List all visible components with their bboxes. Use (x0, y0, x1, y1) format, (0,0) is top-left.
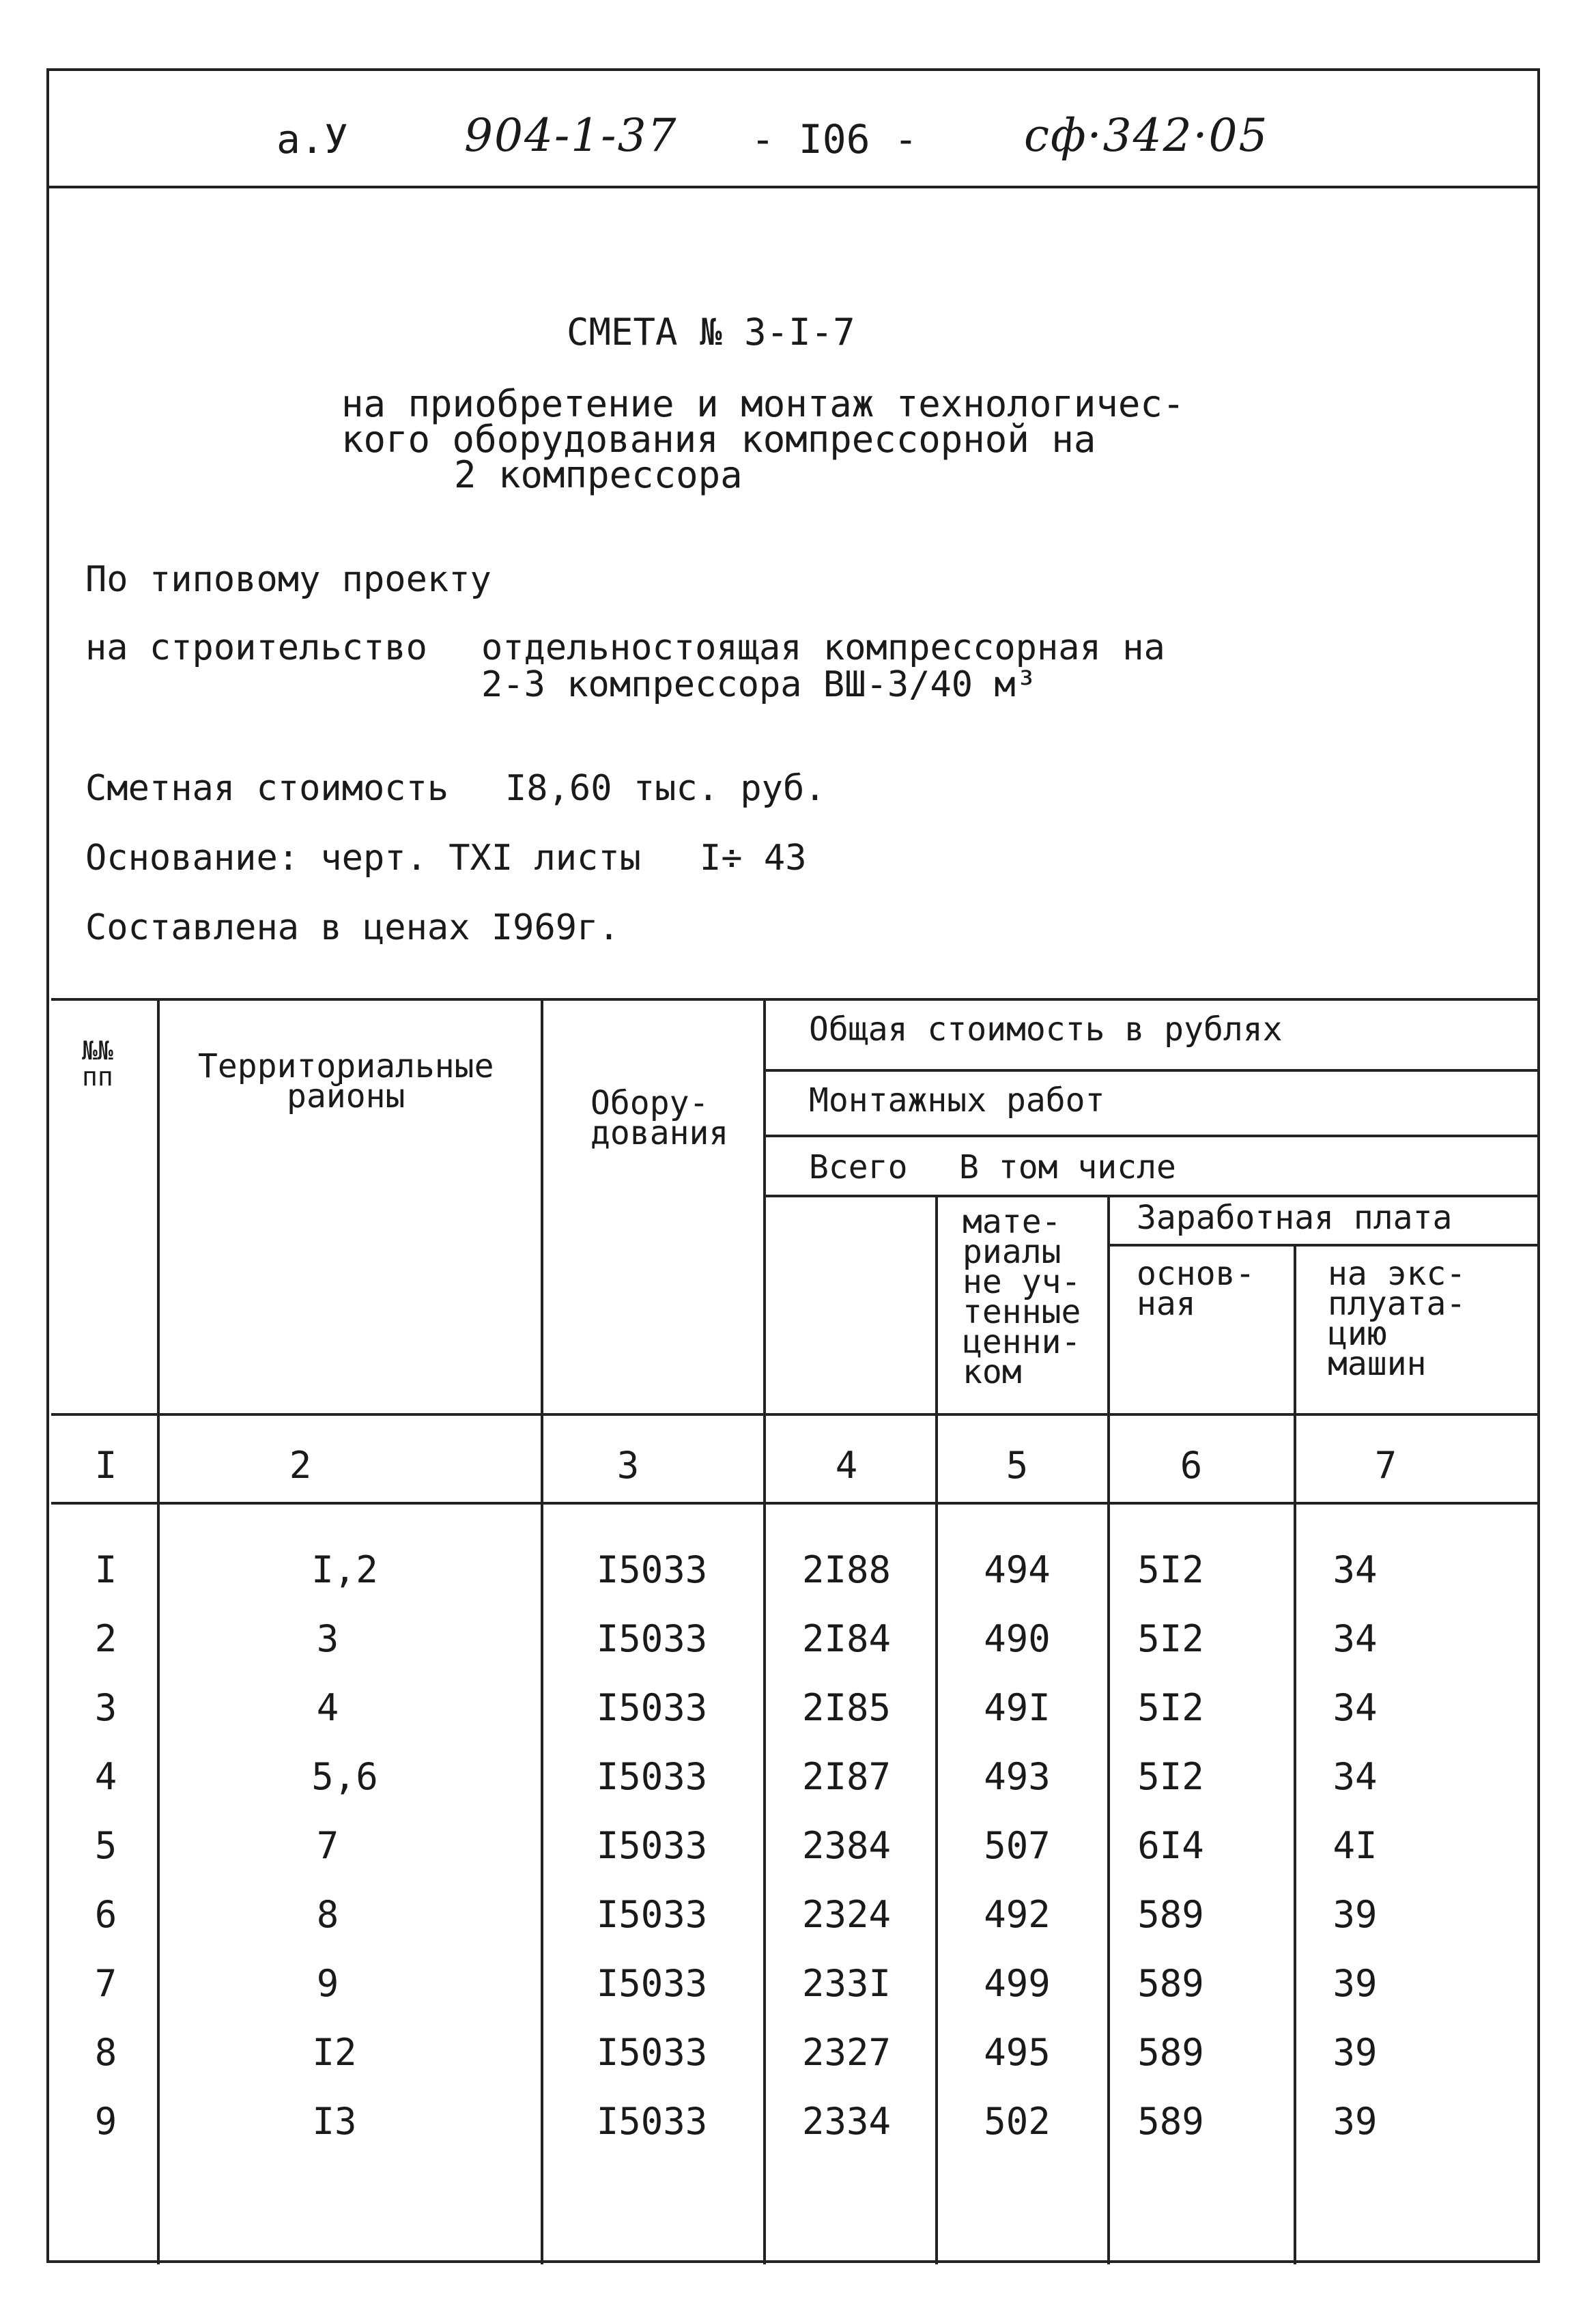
basis-value: I÷ 43 (700, 838, 807, 879)
cell-equipment: I5033 (596, 2100, 708, 2143)
cell-region: 8 (316, 1893, 339, 1936)
cell-materials: 493 (984, 1755, 1051, 1798)
cell-machine-wage: 39 (1333, 2100, 1378, 2143)
cost-label: Сметная стоимость (85, 768, 449, 809)
prices-note: Составлена в ценах I969г. (85, 907, 620, 948)
cell-region: I,2 (311, 1548, 378, 1591)
page-number: - I06 - (751, 116, 918, 162)
colnum-2: 2 (289, 1444, 312, 1487)
colnum-1: I (94, 1444, 117, 1487)
subtitle-line-3: 2 компрессора (454, 453, 743, 496)
col-line-2 (541, 998, 543, 2264)
cell-region: 7 (316, 1824, 339, 1867)
construction-label: на строительство (85, 627, 427, 668)
header-wage: Заработная плата (1137, 1199, 1453, 1237)
cell-basic-wage: 5I2 (1137, 1548, 1204, 1591)
rule-installation (765, 1135, 1539, 1137)
cell-materials: 49I (984, 1686, 1051, 1729)
cell-materials: 507 (984, 1824, 1051, 1867)
cell-equipment: I5033 (596, 1686, 708, 1729)
header-region: Территориальные районы (198, 1047, 494, 1115)
cell-materials: 494 (984, 1548, 1051, 1591)
colnum-4: 4 (835, 1444, 858, 1487)
basis-label: Основание: черт. ТХI листы (85, 838, 641, 879)
header-equipment: Обору- дования (590, 1084, 729, 1152)
cell-machine-wage: 34 (1333, 1617, 1378, 1660)
rule-all (765, 1195, 1539, 1197)
cell-materials: 495 (984, 2031, 1051, 2074)
construction-value-2: 2-3 компрессора ВШ-3/40 м³ (481, 664, 1037, 705)
project-label: По типовому проекту (85, 559, 491, 600)
header-installation: Монтажных работ (809, 1081, 1105, 1120)
cell-num: 5 (94, 1824, 117, 1867)
cell-total: 233I (801, 1962, 892, 2005)
rule-wage (1109, 1244, 1539, 1247)
colnum-3: 3 (616, 1444, 640, 1487)
cell-basic-wage: 589 (1137, 2100, 1204, 2143)
cell-basic-wage: 589 (1137, 1893, 1204, 1936)
cell-total: 2327 (801, 2031, 892, 2074)
col-line-3 (763, 998, 766, 2264)
header-basic: основ- ная (1137, 1255, 1255, 1323)
rule-column-numbers (51, 1502, 1539, 1505)
cell-total: 2I84 (801, 1617, 892, 1660)
subtitle-line-1: на приобретение и монтаж технологичес- (341, 382, 1185, 425)
project-number: 904-1-37 (464, 109, 678, 162)
cell-total: 2334 (801, 2100, 892, 2143)
cell-total: 2324 (801, 1893, 892, 1936)
rule-total-cost (765, 1069, 1539, 1072)
cell-num: 4 (94, 1755, 117, 1798)
cell-basic-wage: 5I2 (1137, 1686, 1204, 1729)
cell-num: 9 (94, 2100, 117, 2143)
cell-total: 2384 (801, 1824, 892, 1867)
code-prefix: а.У (276, 116, 348, 162)
cell-region: 3 (316, 1617, 339, 1660)
table-top-rule (51, 998, 1539, 1001)
header-divider (46, 186, 1540, 188)
cell-region: 4 (316, 1686, 339, 1729)
cell-basic-wage: 5I2 (1137, 1755, 1204, 1798)
header-materials: мате- риалы не уч- тенные ценни- ком (963, 1203, 1081, 1391)
cell-num: I (94, 1548, 117, 1591)
cell-total: 2I88 (801, 1548, 892, 1591)
cell-materials: 499 (984, 1962, 1051, 2005)
cell-region: 9 (316, 1962, 339, 2005)
header-machines: на экс- плуата- цию машин (1328, 1255, 1466, 1383)
header-total-cost: Общая стоимость в рублях (809, 1010, 1283, 1049)
cell-num: 8 (94, 2031, 117, 2074)
cell-num: 6 (94, 1893, 117, 1936)
cell-equipment: I5033 (596, 1548, 708, 1591)
cell-basic-wage: 6I4 (1137, 1824, 1204, 1867)
header-num: №№ пп (82, 1036, 113, 1092)
cell-region: I2 (312, 2031, 357, 2074)
cell-equipment: I5033 (596, 1893, 708, 1936)
cell-machine-wage: 4I (1333, 1824, 1378, 1867)
cell-num: 2 (94, 1617, 117, 1660)
subtitle-line-2: кого оборудования компрессорной на (341, 418, 1096, 461)
cell-materials: 502 (984, 2100, 1051, 2143)
cell-total: 2I87 (801, 1755, 892, 1798)
colnum-7: 7 (1374, 1444, 1397, 1487)
cell-machine-wage: 39 (1333, 1893, 1378, 1936)
colnum-6: 6 (1180, 1444, 1203, 1487)
cell-equipment: I5033 (596, 1617, 708, 1660)
cell-machine-wage: 34 (1333, 1686, 1378, 1729)
cell-equipment: I5033 (596, 1755, 708, 1798)
cell-machine-wage: 34 (1333, 1548, 1378, 1591)
col-line-4 (935, 1195, 938, 2264)
cell-basic-wage: 589 (1137, 1962, 1204, 2005)
rule-header-bottom (51, 1413, 1539, 1416)
estimate-heading: СМЕТА № 3-I-7 (567, 311, 855, 354)
cell-equipment: I5033 (596, 1962, 708, 2005)
colnum-5: 5 (1006, 1444, 1029, 1487)
cell-machine-wage: 34 (1333, 1755, 1378, 1798)
cell-region: 5,6 (311, 1755, 378, 1798)
cell-machine-wage: 39 (1333, 1962, 1378, 2005)
cell-materials: 490 (984, 1617, 1051, 1660)
cell-num: 3 (94, 1686, 117, 1729)
cell-region: I3 (312, 2100, 357, 2143)
header-including: В том числе (959, 1148, 1176, 1186)
construction-value-1: отдельностоящая компрессорная на (481, 627, 1165, 668)
header-all: Всего (809, 1148, 908, 1186)
sheet-code: сф·342·05 (1024, 109, 1269, 162)
cell-equipment: I5033 (596, 2031, 708, 2074)
cell-num: 7 (94, 1962, 117, 2005)
cell-materials: 492 (984, 1893, 1051, 1936)
cell-machine-wage: 39 (1333, 2031, 1378, 2074)
cell-total: 2I85 (801, 1686, 892, 1729)
cell-basic-wage: 5I2 (1137, 1617, 1204, 1660)
cell-equipment: I5033 (596, 1824, 708, 1867)
cost-value: I8,60 тыс. руб. (505, 768, 826, 809)
cell-basic-wage: 589 (1137, 2031, 1204, 2074)
